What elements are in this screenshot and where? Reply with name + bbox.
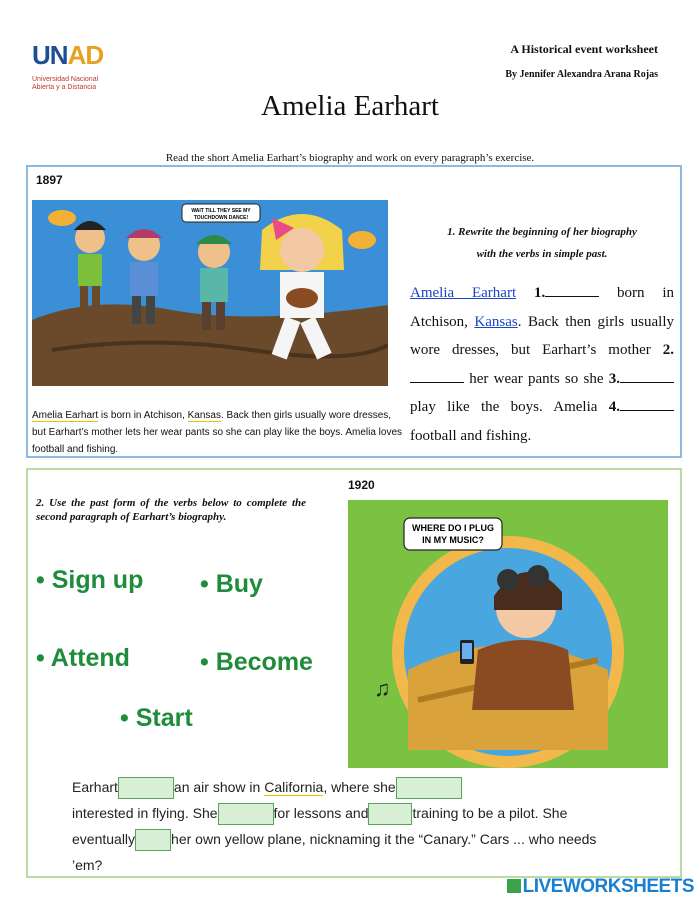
section-1920 [26,468,682,878]
exercise-1-instruction-line2: with the verbs in simple past. [476,248,608,260]
biography-caption-1897 [32,407,402,458]
answer-box-3[interactable] [218,803,274,825]
para2-text-3: , where she [323,779,396,795]
verb-start: • Start [120,704,193,732]
verb-become: • Become [200,648,313,676]
year-label-1897: 1897 [36,173,63,187]
para-text-1: born in Atchison, [410,285,674,330]
unad-logo [30,38,110,98]
caption-text-1: is born in Atchison, [98,410,188,421]
exercise-1-instruction-line1: 1. Rewrite the beginning of her biography [447,226,637,238]
caption-place: Kansas [187,410,221,421]
blank-number-2: 2. [662,342,674,358]
para-text-4: play like the boys. Amelia [410,399,609,415]
kansas-link[interactable]: Kansas [474,313,518,330]
speech-bubble-2-line2: IN MY MUSIC? [422,535,484,545]
para2-text-1: Earhart [72,779,118,795]
answer-box-1[interactable] [118,777,174,799]
verb-attend: • Attend [36,644,130,672]
logo-main-text: UN [32,40,68,70]
para-text-2: . Back then girls usually wore dresses, but Earhart’s mother [410,313,674,358]
liveworksheets-logo-icon [507,879,521,893]
blank-number-3: 3. [608,370,620,387]
para2-text-7: her own yellow plane, nicknaming it the “Canary.” Cars ... who needs ’em? [72,831,597,873]
para2-text-5: for lessons and [273,805,369,821]
exercise-1 [410,221,674,450]
logo-subtitle-line2: Abierta y a Distancia [32,84,97,91]
blank-2[interactable] [410,382,464,383]
answer-box-4[interactable] [368,803,412,825]
music-note-icon: ♫ [374,676,391,701]
blank-1[interactable] [545,296,599,297]
author-line: By Jennifer Alexandra Arana Rojas [505,69,658,80]
speech-bubble-2-line1: WHERE DO I PLUG [411,523,495,533]
airplane-cartoon-illustration [348,500,668,768]
exercise-2-instruction: 2. Use the past form of the verbs below to complete the second paragraph of Earhart’s biography. [36,497,306,523]
blank-4[interactable] [620,410,674,411]
blank-number-1: 1. [533,285,546,301]
verb-buy: • Buy [200,570,263,598]
exercise-1-paragraph [410,279,674,450]
speech-bubble-line1: WAIT TILL THEY SEE MY [191,208,251,214]
para2-text-4: interested in flying. She [72,805,218,821]
year-label-1920: 1920 [348,478,375,492]
header-meta [505,42,658,80]
exercise-1-instruction [410,221,674,265]
para2-text-6: training to be a pilot. She eventually [72,805,568,847]
section-1897 [26,165,682,458]
football-cartoon-illustration [32,200,388,386]
caption-text-2: . Back then girls usually wore dresses, but Earhart’s mother lets her wear pants so she can play like the boys. Amelia loves football and fishing. [32,410,403,455]
para-text-3: her wear pants so she [464,370,609,387]
caption-name: Amelia Earhart [32,410,99,421]
liveworksheets-wordmark: LIVEWORKSHEETS [522,876,694,897]
page-instruction: Read the short Amelia Earhart’s biography and work on every paragraph’s exercise. [165,152,535,164]
liveworksheets-logo [507,876,694,898]
page-title: Amelia Earhart [261,90,439,122]
answer-box-5[interactable] [135,829,171,851]
worksheet-type: A Historical event worksheet [510,42,658,56]
logo-wordmark [32,40,103,71]
para-text-5: football and fishing. [410,427,532,444]
para2-text-2: an air show in [173,779,265,795]
exercise-2-paragraph [72,774,612,878]
verb-sign-up: • Sign up [36,566,144,594]
answer-box-2[interactable] [396,777,462,799]
blank-number-4: 4. [608,399,620,415]
speech-bubble-line2: TOUCHDOWN DANCE! [193,215,249,221]
logo-accent-text: AD [67,40,104,70]
logo-subtitle-line1: Universidad Nacional [32,76,99,83]
blank-3[interactable] [620,382,674,383]
para2-place: California [264,779,324,795]
amelia-earhart-link[interactable]: Amelia Earhart [410,285,517,301]
